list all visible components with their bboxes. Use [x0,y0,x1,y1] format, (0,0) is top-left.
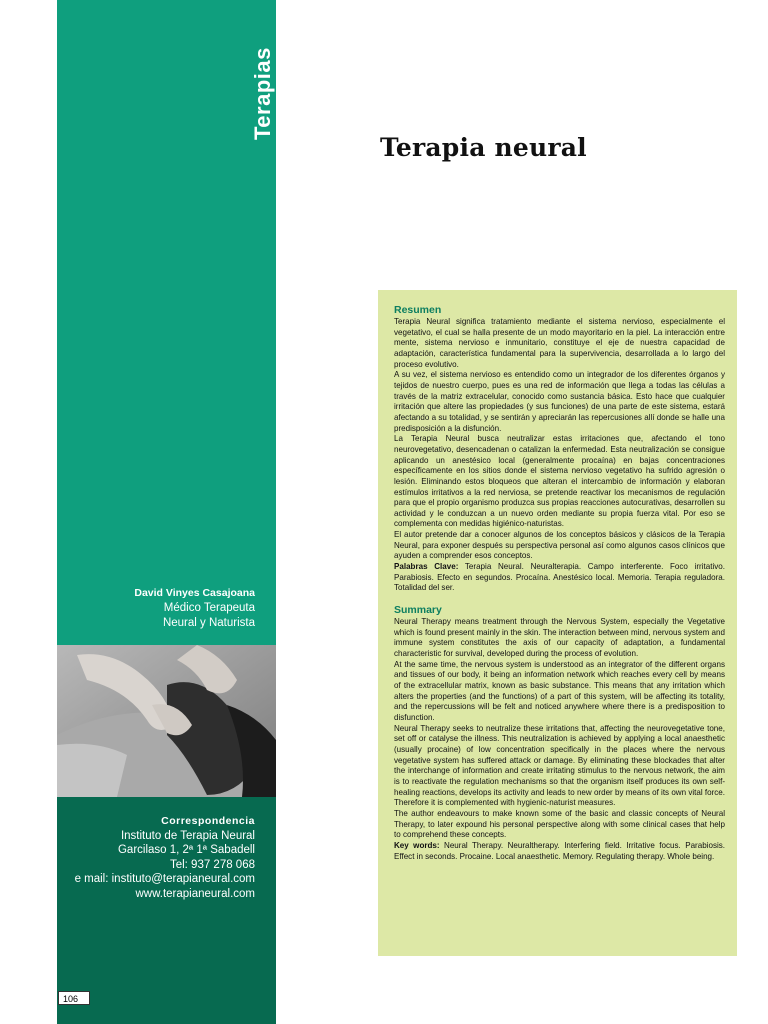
summary-keywords [394,841,725,862]
summary-paragraph-2: At the same time, the nervous system is understood as an integrator of the different organs and tissues of our body, it being an information network which reaches every cell by means of the extracellular matrix, known as basic substance. This means that any irritation which alters the properties (and the functions) of a part of this system, will be affecting its totality, and the repercussions will be felt and noticed anywhere where there is a predisposition to disfunction. [394,659,725,722]
section-tag: Terapias [250,47,275,140]
page-number: 106 [58,991,90,1005]
resumen-keywords-text: Terapia Neural. Neuralterapia. Campo interferente. Foco irritativo. Parabiosis. Efecto en segundos. Procaína. Anestésico local. Memoria. Terapia reguladora. Totalidad del ser. [394,562,725,593]
correspondence-address: Garcilaso 1, 2ª 1ª Sabadell [117,844,255,856]
correspondence-heading: Correspondencia [161,815,255,827]
correspondence-phone: Tel: 937 278 068 [169,858,255,871]
resumen-paragraph-1: Terapia Neural significa tratamiento mediante el sistema nervioso, especialmente el vegetativo, el cual se halla presente de un modo mayoritario en la piel. La interacción entre mente, sistema nervioso e inmunitario, constituye el eje de nuestra capacidad de adaptación, característica fundamental para la supervivencia, desarrollada a lo largo del proceso evolutivo. [394,317,725,369]
section-gap [394,594,725,604]
resumen-heading: Resumen [394,304,442,316]
summary-keywords-text: Neural Therapy. Neuraltherapy. Interfering field. Irritative focus. Parabiosis. Effect in seconds. Procaine. Local anaesthetic. Memory. Regulating therapy. Whole being. [394,840,726,861]
resumen-paragraph-2: A su vez, el sistema nervioso es entendido como un integrador de los diferentes órganos y tejidos de nuestro cuerpo, pues es una red de información que llega a todas las células a través de la matriz extracelular, conocido como sustancia básica. Esto hace que cualquier irritación que altere las propiedades (y sus funciones) de una parte de este sistema, estará afectando a su totalidad, y se sentirán y apreciarán las repercusiones allí donde se halle una predisposición a la disfunción. [394,370,725,433]
article-title: Terapia neural [380,133,587,162]
abstract-box [378,290,737,956]
correspondence-block [60,814,255,901]
correspondence-email[interactable]: e mail: instituto@terapianeural.com [74,873,255,885]
author-role-1: Médico Terapeuta [163,602,255,614]
author-name: David Vinyes Casajoana [134,587,255,599]
resumen-keywords [394,562,725,594]
resumen-paragraph-3: La Terapia Neural busca neutralizar estas irritaciones que, afectando el tono neurovegetativo, desencadenan o catalizan la enfermedad. Esta neutralización se consigue aplicando un anestésico local (generalmente procaína) en bajas concentraciones específicamente en los sitios donde el sistema nervioso vegetativo ha sufrido agresión o lesión. Eliminando estos bloqueos que alteran el intercambio de información y elaboran estímulos irritativos a la red nerviosa, se pretende reactivar los mecanismos de regulación para que el propio organismo produzca sus propias reacciones autocurativas, desarrollen su actividad y le conduzcan a un nuevo orden mediante su propia fuerza vital. Por eso se complementa con medidas higiénico-naturistas. [394,434,725,529]
author-block [60,586,255,631]
summary-paragraph-4: The author endeavours to make known some of the basic and classic concepts of Neural Therapy, to later expound his personal perspective along with some clinical cases that help to comprehend these concepts. [394,808,725,840]
correspondence-website[interactable]: www.terapianeural.com [135,887,255,900]
summary-paragraph-3: Neural Therapy seeks to neutralize these irritations that, affecting the neurovegetative tone, set off or catalyse the illness. This neutralization is achieved by applying a local anaesthetic (usually procaine) of low concentration specifically in the places where the nervous vegetative system has suffered attack or damage. By eliminating these blockades that alter the interchange of information and create irritating stimulus to the nervous network, the aim is to reactivate the regulation mechanisms so that the organism itself produces its own self-healing reactions, develops its activity and leads to new order by means of its own vital force. Therefore it is complemented with hygienic-naturist measures. [394,723,725,808]
massage-photo [57,645,276,797]
summary-keywords-label: Key words: [394,840,440,850]
summary-paragraph-1: Neural Therapy means treatment through the Nervous System, especially the Vegetative which is found present mainly in the skin. The interaction between mind, nervous system and immune system constitutes the axis of our capacity of adaptation, a fundamental characteristic for survival, developed during the process of evolution. [394,617,725,659]
summary-heading: Summary [394,604,442,617]
correspondence-institute: Instituto de Terapia Neural [120,829,255,842]
resumen-keywords-label: Palabras Clave: [394,562,459,572]
resumen-paragraph-4: El autor pretende dar a conocer algunos de los conceptos básicos y clásicos de la Terapia Neural, para exponer después su perspectiva personal así como algunos casos clínicos que ayuden a comprender esos conceptos. [394,530,725,561]
author-role-2: Neural y Naturista [162,617,255,629]
abstract-content [394,304,725,862]
